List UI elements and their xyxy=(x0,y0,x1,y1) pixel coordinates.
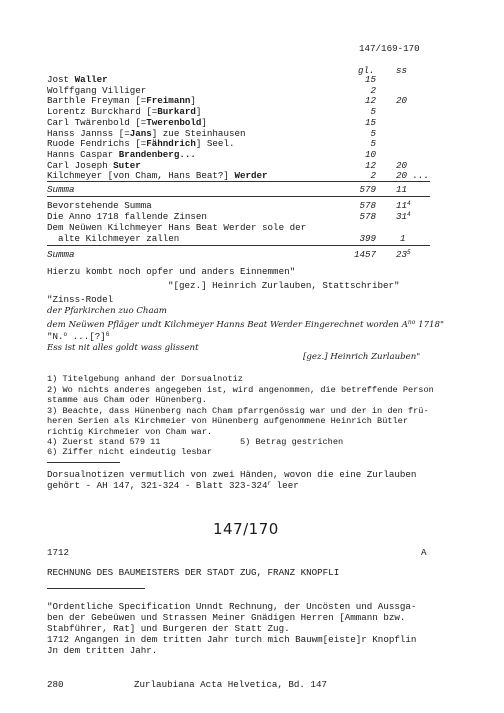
dorsual-note-line-1: Dorsualnotizen vermutlich von zwei Händen, wovon die eine Zurlauben xyxy=(47,469,417,480)
footnote: 1) Titelgebung anhand der Dorsualnotiz xyxy=(47,374,243,384)
sum-divider xyxy=(47,181,430,182)
ledger-entry-ss: 20 xyxy=(396,95,408,107)
footnote: 4) Zuerst stand 579 11 xyxy=(47,437,161,447)
zinsen-gl: 578 xyxy=(359,211,376,222)
summa-total-gl: 1457 xyxy=(353,249,376,260)
ledger-entry-name xyxy=(47,128,246,139)
ledger-entry-ss: 20 ... xyxy=(396,170,430,182)
hierzu-line: Hierzu kombt noch opfer und anders Einnemmen" xyxy=(47,266,296,277)
column-header-gl: gl. xyxy=(358,65,375,76)
ledger-entry-name xyxy=(47,85,146,96)
sum-divider xyxy=(47,245,430,246)
footnote-separator xyxy=(47,462,120,463)
kilchmeyer-line-1: Dem Neüwen Kilchmeyer Hans Beat Werder sole der xyxy=(47,222,307,233)
entry-surname: Freimann xyxy=(146,95,191,107)
entry-surname: Werder xyxy=(234,170,268,182)
ledger-entry-ss: 20 xyxy=(396,159,408,171)
body-line: ben der Gebeüwen und Strassen Meiner Gnädigen Herren [Ammann bzw. xyxy=(47,612,406,623)
ledger-entry-gl: 5 xyxy=(370,127,376,139)
entry-surname: Burkard xyxy=(157,106,196,118)
ledger-entry-name xyxy=(47,149,196,160)
number-line: "N.$^o$ ...[?]$^6$ xyxy=(47,331,110,342)
entry-name-text: Hanss Jannss [= xyxy=(47,127,130,139)
entry-name-suffix: ] Seel. xyxy=(195,138,235,150)
entry-name-suffix: ] xyxy=(190,95,196,107)
footnote: 5) Betrag gestrichen xyxy=(240,437,344,447)
entry-surname: Suter xyxy=(113,159,141,171)
ledger-entry-gl: 15 xyxy=(364,74,376,85)
document-heading: RECHNUNG DES BAUMEISTERS DER STADT ZUG, FRANZ KNOPFLI xyxy=(47,567,340,578)
summa-total-label: Summa xyxy=(47,249,75,260)
ledger-entry-gl: 2 xyxy=(370,84,376,96)
entry-name-text: Jost xyxy=(47,74,75,85)
bevorstehende-gl: 578 xyxy=(359,200,376,211)
document-number: 147/170 xyxy=(213,520,279,538)
dem-neuwen-line: dem Neüwen Pfläger undt Kilchmeyer Hanns Beat Werder Eingerechnet worden $A^{no}$ 1718" xyxy=(47,319,444,330)
footnote: heren Serien als Kirchmeier von Hünenberg aufgenommene Heinrich Bütler xyxy=(47,416,408,426)
summa-total-ss: $23^5$ xyxy=(396,249,411,260)
zinsen-label: Die Anno 1718 fallende Zinsen xyxy=(47,211,207,222)
entry-surname: Jans xyxy=(129,127,152,139)
document-category: A xyxy=(421,547,427,558)
footnote: stamme aus Cham oder Hünenberg. xyxy=(47,395,207,405)
ledger-entry-name xyxy=(47,74,108,85)
ledger-entry-gl: 12 xyxy=(364,95,376,107)
zinsen-ss: $31^4$ xyxy=(396,211,411,222)
summa-label: Summa xyxy=(47,184,75,195)
entry-name-text: Barthle Freyman [= xyxy=(47,95,147,107)
document-year: 1712 xyxy=(47,547,70,558)
zinss-rodel: "Zinss-Rodel xyxy=(47,294,114,305)
footer-page-number: 280 xyxy=(47,679,64,690)
ledger-entry-name xyxy=(47,117,207,128)
entry-name-text: Kilchmeyer [von Cham, Hans Beat?] xyxy=(47,170,235,182)
bevorstehende-label: Bevorstehende Summa xyxy=(47,200,152,211)
kilchmeyer-line-2: alte Kilchmeyer zallen xyxy=(58,233,180,244)
body-line: 1712 Angangen in dem tritten Jahr turch mich Bauwm[eiste]r Knopflin xyxy=(47,634,417,645)
entry-surname: Waller xyxy=(74,74,108,85)
entry-surname: Brandenberg... xyxy=(118,148,196,160)
body-line: Stabführer, Rat] und Burgeren der Statt Zug. xyxy=(47,623,290,634)
body-line: Jn dem tritten Jahr. xyxy=(47,645,158,656)
bevorstehende-ss: $11^4$ xyxy=(396,200,411,211)
ledger-entry-name xyxy=(47,95,196,106)
ledger-entry-gl: 5 xyxy=(370,138,376,150)
ledger-entry-name xyxy=(47,138,234,149)
footer-series-title: Zurlaubiana Acta Helvetica, Bd. 147 xyxy=(134,679,327,690)
kilchmeyer-gl: 399 xyxy=(359,233,376,244)
ledger-entry-gl: 10 xyxy=(364,148,376,160)
kilchmeyer-ss: 1 xyxy=(400,233,406,244)
entry-name-suffix: ] xyxy=(201,116,207,128)
ledger-entry-gl: 12 xyxy=(364,159,376,171)
footnote: 6) Ziffer nicht eindeutig lesbar xyxy=(47,447,213,457)
entry-surname: Twerenbold xyxy=(146,116,202,128)
entry-surname: Fähndrich xyxy=(146,138,196,150)
ledger-entry-gl: 15 xyxy=(364,116,376,128)
entry-name-text: Carl Joseph xyxy=(47,159,114,171)
entry-name-text: Lorentz Burckhard [= xyxy=(47,106,158,118)
summa-gl: 579 xyxy=(359,184,376,195)
entry-name-text: Ruode Fendrichs [= xyxy=(47,138,147,150)
ess-ist-line: Ess ist nit alles goldt wass glissent xyxy=(47,343,199,353)
footnote: richtig Kirchmeier von Cham war. xyxy=(47,427,213,437)
summa-ss: 11 xyxy=(396,184,408,195)
footnote: 3) Beachte, dass Hünenberg nach Cham pfarrgenössig war und der in den frü- xyxy=(47,406,429,416)
body-line: "Ordentliche Specification Unndt Rechnung, der Uncösten und Aussga- xyxy=(47,601,417,612)
signature-zurlauben-2: [gez.] Heinrich Zurlauben" xyxy=(303,352,421,362)
pfarrkirchen-line: der Pfarkirchen zuo Chaam xyxy=(47,306,167,316)
entry-name-suffix: ] zue Steinhausen xyxy=(151,127,246,139)
heading-separator xyxy=(47,588,145,589)
ledger-entry-name xyxy=(47,170,268,181)
column-header-ss: ss xyxy=(396,65,408,76)
entry-name-suffix: ] xyxy=(195,106,202,118)
footnote: 2) Wo nichts anderes angegeben ist, wird angenommen, die betreffende Person xyxy=(47,385,434,395)
entry-name-text: Hanns Caspar xyxy=(47,148,119,160)
entry-name-text: Wolffgang Villiger xyxy=(47,84,147,96)
entry-name-text: Carl Twärenbold [= xyxy=(47,116,147,128)
ledger-entry-gl: 5 xyxy=(370,106,376,118)
page-reference: 147/169-170 xyxy=(359,43,420,54)
ledger-entry-name xyxy=(47,106,201,117)
dorsual-note-line-2: gehört - AH 147, 321-324 - Blatt 323-324$^r$ leer xyxy=(47,480,299,491)
sum-divider xyxy=(47,196,430,197)
ledger-entry-name xyxy=(47,160,141,171)
signature-zurlauben: "[gez.] Heinrich Zurlauben, Stattschriber" xyxy=(168,280,400,291)
ledger-entry-gl: 2 xyxy=(370,170,376,182)
